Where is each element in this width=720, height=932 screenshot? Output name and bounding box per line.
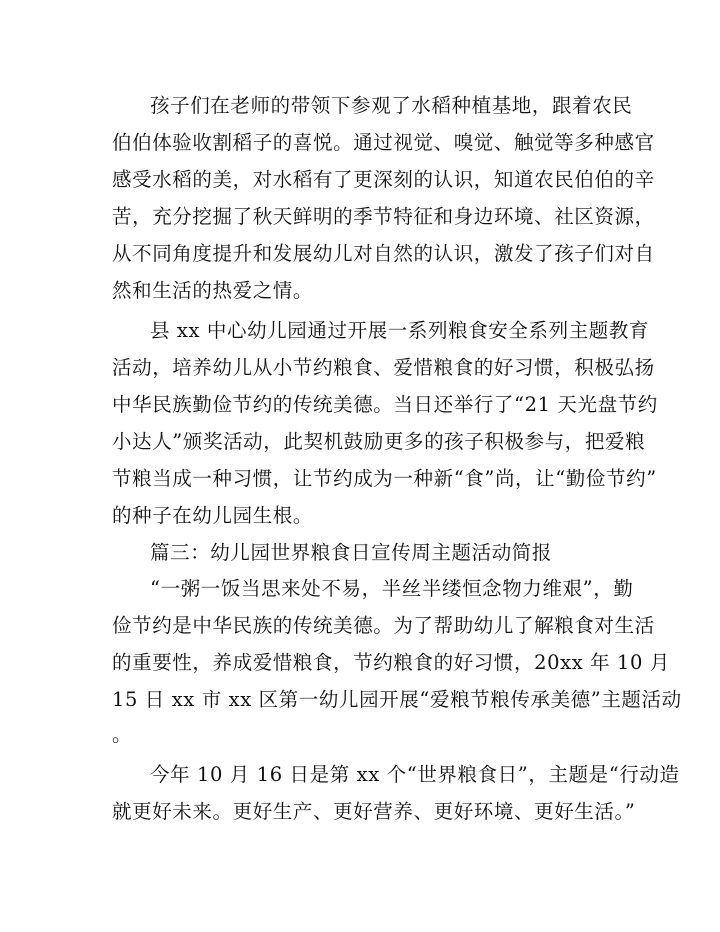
paragraph-4-line-1: 今年 10 月 16 日是第 xx 个“世界粮食日”，主题是“行动造 bbox=[150, 763, 680, 786]
paragraph-2-line-2: 活动，培养幼儿从小节约粮食、爱惜粮食的好习惯，积极弘扬 bbox=[112, 356, 655, 379]
paragraph-4-line-2: 就更好未来。更好生产、更好营养、更好环境、更好生活。” bbox=[112, 800, 636, 823]
paragraph-1-line-3: 感受水稻的美，对水稻有了更深刻的认识，知道农民伯伯的辛 bbox=[112, 168, 655, 191]
paragraph-2-line-5: 节粮当成一种习惯，让节约成为一种新“食”尚，让“勤俭节约” bbox=[112, 467, 657, 490]
paragraph-1-line-2: 伯伯体验收割稻子的喜悦。通过视觉、嗅觉、触觉等多种感官 bbox=[112, 131, 655, 154]
paragraph-3-line-4: 15 日 xx 市 xx 区第一幼儿园开展“爱粮节粮传承美德”主题活动 bbox=[112, 688, 682, 711]
paragraph-3-line-2: 俭节约是中华民族的传统美德。为了帮助幼儿了解粮食对生活 bbox=[112, 614, 655, 637]
paragraph-1-line-6: 然和生活的热爱之情。 bbox=[112, 279, 314, 302]
paragraph-3-line-5: 。 bbox=[112, 723, 133, 746]
paragraph-1-line-5: 从不同角度提升和发展幼儿对自然的认识，激发了孩子们对自 bbox=[112, 242, 655, 265]
paragraph-2-line-6: 的种子在幼儿园生根。 bbox=[112, 504, 314, 527]
section-heading: 篇三：幼儿园世界粮食日宣传周主题活动简报 bbox=[150, 541, 553, 564]
paragraph-2-line-1: 县 xx 中心幼儿园通过开展一系列粮食安全系列主题教育 bbox=[150, 319, 650, 342]
paragraph-2-line-3: 中华民族勤俭节约的传统美德。当日还举行了“21 天光盘节约 bbox=[112, 393, 658, 416]
paragraph-2-line-4: 小达人”颁奖活动，此契机鼓励更多的孩子积极参与，把爱粮 bbox=[112, 430, 646, 453]
paragraph-3-line-3: 的重要性，养成爱惜粮食，节约粮食的好习惯，20xx 年 10 月 bbox=[112, 651, 670, 674]
paragraph-3-line-1: “一粥一饭当思来处不易，半丝半缕恒念物力维艰”，勤 bbox=[150, 577, 634, 600]
paragraph-1-line-4: 苦，充分挖掘了秋天鲜明的季节特征和身边环境、社区资源， bbox=[112, 205, 655, 228]
paragraph-1-line-1: 孩子们在老师的带领下参观了水稻种植基地，跟着农民 bbox=[150, 94, 633, 117]
